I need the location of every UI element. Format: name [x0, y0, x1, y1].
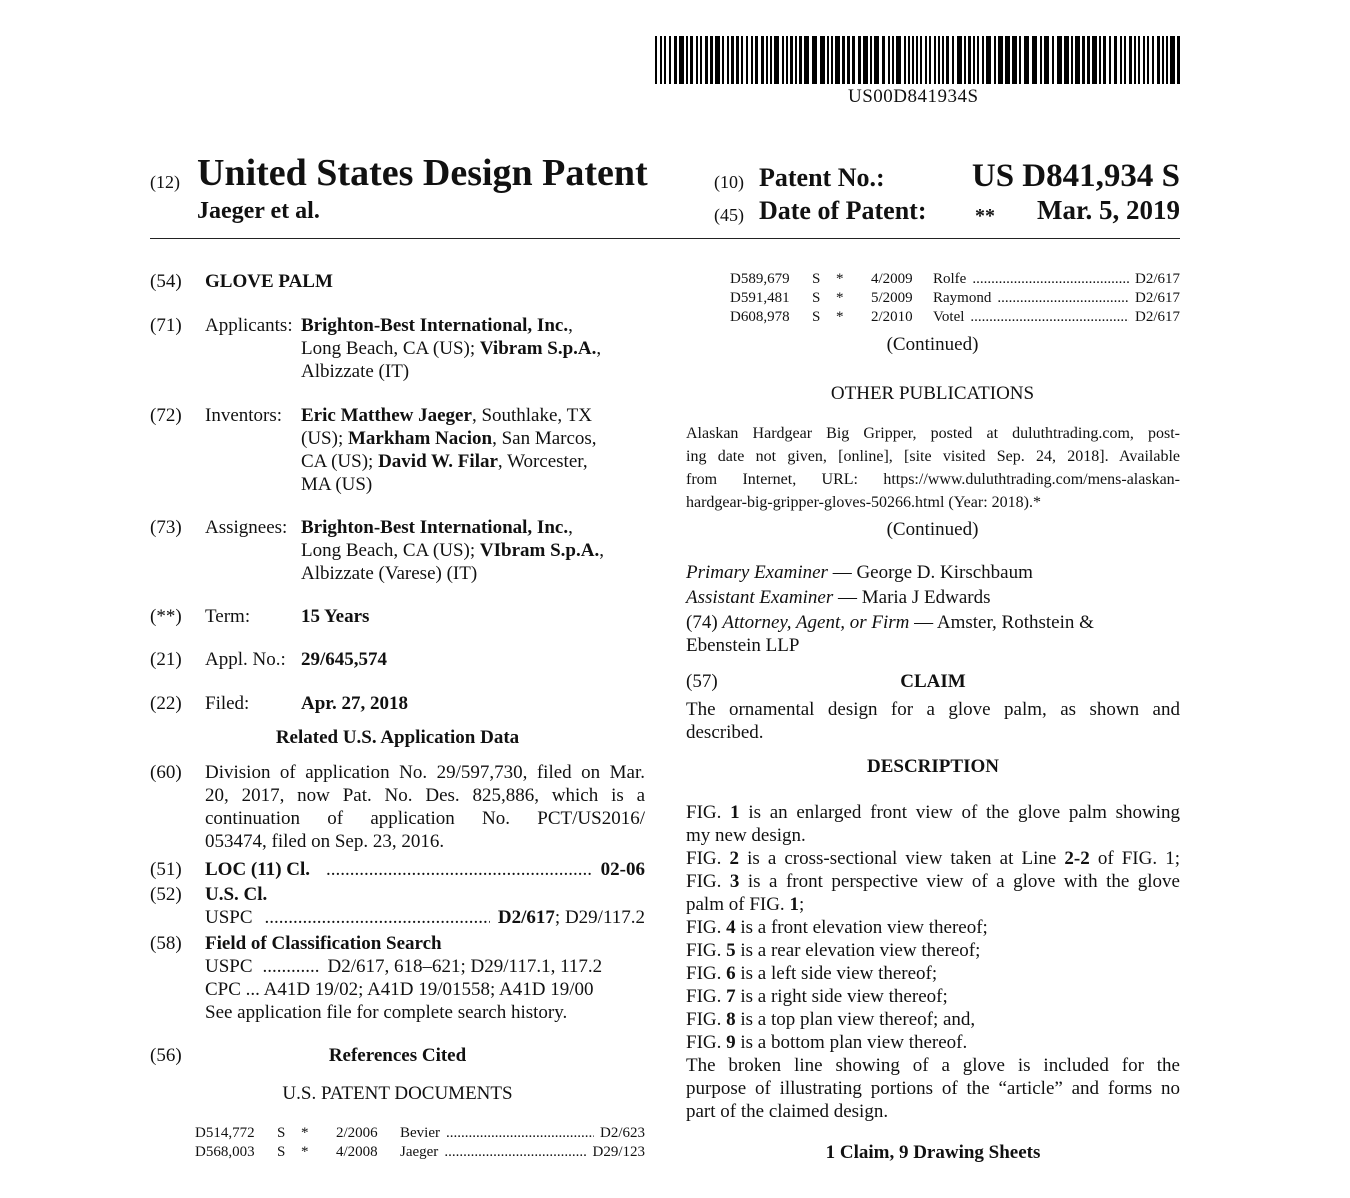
reference-kind: S: [812, 290, 821, 306]
reference-date: 4/2008: [336, 1144, 378, 1160]
barcode-bar: [831, 36, 833, 84]
description-line: FIG. 5 is a rear elevation view thereof;: [686, 940, 981, 961]
reference-number: D568,003: [195, 1144, 255, 1160]
classification-search: [205, 932, 645, 1024]
barcode-bar: [761, 36, 764, 84]
patent-no-label: Patent No.:: [759, 163, 885, 192]
barcode-bar: [1099, 36, 1101, 84]
barcode-bar: [977, 36, 979, 84]
uspc-search-label: USPC: [205, 956, 253, 977]
barcode-bar: [1087, 36, 1090, 84]
code-54: (54): [150, 271, 182, 292]
inventor-3-country: MA (US): [301, 474, 373, 495]
filed-label: Filed:: [205, 693, 250, 714]
inventor-3-city: , Worcester,: [497, 451, 588, 472]
code-57: (57): [686, 671, 718, 692]
barcode-bar: [715, 36, 720, 84]
barcode-bar: [655, 36, 657, 84]
loc-class-value: 02-06: [600, 859, 645, 880]
uspc-label: USPC: [205, 907, 253, 928]
barcode-bar: [820, 36, 825, 84]
classification-search-label: Field of Classification Search: [205, 933, 442, 954]
inventor-1-country: (US);: [301, 428, 348, 449]
barcode-bar: [782, 36, 784, 84]
assistant-examiner-label: Assistant Examiner: [686, 587, 834, 608]
applicant-2: Vibram S.p.A.: [479, 338, 597, 359]
barcode-bar: [1138, 36, 1140, 84]
barcode-bar: [1170, 36, 1175, 84]
us-patent-docs-heading: U.S. PATENT DOCUMENTS: [282, 1083, 513, 1104]
uspc-leader: [265, 906, 490, 929]
code-73: (73): [150, 517, 182, 538]
applicant-1-city: Long Beach, CA (US);: [301, 338, 480, 359]
us-cl-label: U.S. Cl.: [205, 884, 268, 905]
barcode-bar: [1071, 36, 1073, 84]
barcode-bar: [731, 36, 734, 84]
reference-kind: S: [812, 309, 821, 325]
description-line: FIG. 4 is a front elevation view thereof;: [686, 917, 988, 938]
barcode-bar: [842, 36, 845, 84]
reference-star: *: [836, 271, 844, 287]
barcode-bar: [929, 36, 931, 84]
patent-number: US D841,934 S: [971, 158, 1180, 194]
attorney-value-cont: Ebenstein LLP: [686, 635, 800, 656]
publication-line: ing date not given, [online], [site visited Sep. 24, 2018]. Available: [686, 448, 1180, 465]
claim-line: described.: [686, 722, 764, 743]
barcode-bar: [766, 36, 768, 84]
reference-leader: [444, 1143, 586, 1162]
barcode-bar: [1075, 36, 1080, 84]
barcode-bar: [727, 36, 729, 84]
primary-examiner-label: Primary Examiner: [686, 562, 828, 583]
division-line-4: 053474, filed on Sep. 23, 2016.: [205, 831, 445, 852]
barcode-bar: [1129, 36, 1132, 84]
inventor-line: Jaeger et al.: [197, 198, 320, 224]
reference-star: *: [836, 290, 844, 306]
continued-references: (Continued): [886, 334, 979, 355]
barcode-bar: [1143, 36, 1145, 84]
document-type: United States Design Patent: [197, 152, 648, 194]
applicant-2-city: Albizzate (IT): [301, 361, 410, 382]
claims-sheets-count: 1 Claim, 9 Drawing Sheets: [825, 1142, 1041, 1163]
code-60: (60): [150, 762, 182, 783]
inventor-3: David W. Filar: [378, 451, 498, 472]
reference-star: *: [301, 1144, 309, 1160]
uspc-search-value: D2/617, 618–621; D29/117.1, 117.2: [327, 956, 603, 977]
code-22: (22): [150, 693, 182, 714]
description-text: [686, 801, 1180, 1123]
publication-line: Alaskan Hardgear Big Gripper, posted at duluthtrading.com, post-: [686, 425, 1180, 442]
loc-class-label: LOC (11) Cl.: [205, 859, 311, 880]
barcode-bar: [888, 36, 890, 84]
barcode-bar: [1120, 36, 1122, 84]
code-term: (**): [150, 606, 182, 627]
inventor-2-country: CA (US);: [301, 451, 379, 472]
header-rule: [150, 238, 1180, 239]
uspc-main: D2/617: [497, 907, 555, 928]
division-text: [205, 761, 645, 853]
description-line: The broken line showing of a glove is included for the: [686, 1055, 1180, 1076]
barcode-bar: [1147, 36, 1149, 84]
barcode-bar: [968, 36, 971, 84]
reference-kind: S: [812, 271, 821, 287]
barcode-bar: [696, 36, 698, 84]
division-line-2: 20, 2017, now Pat. No. Des. 825,886, which is a: [205, 785, 645, 806]
description-line: FIG. 2 is a cross-sectional view taken at Line 2-2 of FIG. 1;: [686, 848, 1180, 869]
publication-line: hardgear-big-gripper-gloves-50266.html (Year: 2018).*: [686, 494, 1041, 511]
other-publications-heading: OTHER PUBLICATIONS: [830, 383, 1035, 404]
barcode-bar: [870, 36, 872, 84]
barcode-bar: [770, 36, 772, 84]
barcode-bar: [892, 36, 894, 84]
assignee-1-city: Long Beach, CA (US);: [301, 540, 480, 561]
reference-date: 2/2010: [871, 309, 913, 325]
claim-heading: CLAIM: [900, 671, 966, 692]
barcode-bar: [1044, 36, 1049, 84]
reference-class: D2/617: [1135, 309, 1180, 325]
barcode-bar: [964, 36, 966, 84]
reference-star: *: [301, 1125, 309, 1141]
reference-kind: S: [277, 1144, 286, 1160]
description-line: palm of FIG. 1;: [686, 894, 805, 915]
assistant-examiner-value: — Maria J Edwards: [833, 587, 991, 608]
barcode-bar: [835, 36, 840, 84]
barcode-bar: [790, 36, 793, 84]
barcode-bar: [795, 36, 797, 84]
barcode-bar: [1134, 36, 1136, 84]
reference-class: D2/623: [600, 1125, 645, 1141]
barcode-bar: [679, 36, 684, 84]
uspc-rest: ; D29/117.2: [554, 907, 645, 928]
barcode-bar: [1057, 36, 1062, 84]
description-line: part of the claimed design.: [686, 1101, 889, 1122]
barcode-bar: [741, 36, 743, 84]
barcode-bar: [920, 36, 922, 84]
code-45: (45): [714, 205, 744, 225]
barcode-bar: [686, 36, 688, 84]
barcode-bar: [774, 36, 779, 84]
loc-class-leader: [326, 858, 591, 881]
code-74: (74): [686, 612, 723, 633]
barcode-bar: [863, 36, 868, 84]
right-references: [730, 270, 1180, 327]
inventor-2-city: , San Marcos,: [492, 428, 597, 449]
inventor-2: Markham Nacion: [347, 428, 493, 449]
publication-line: from Internet, URL: https://www.duluthtrading.com/mens-alaskan-: [686, 471, 1180, 488]
barcode-bar: [912, 36, 914, 84]
code-72: (72): [150, 405, 182, 426]
barcode-bar: [710, 36, 713, 84]
barcode-bar: [998, 36, 1003, 84]
barcode-bar: [1052, 36, 1054, 84]
reference-name: Jaeger: [400, 1144, 439, 1160]
applicant-1-punct: ,: [568, 315, 573, 336]
barcode-bar: [705, 36, 708, 84]
description-line: FIG. 3 is a front perspective view of a glove with the glove: [686, 871, 1180, 892]
assignees-value: [301, 516, 651, 585]
reference-number: D514,772: [195, 1125, 255, 1141]
reference-name: Rolfe: [933, 271, 967, 287]
barcode-bar: [904, 36, 906, 84]
barcode-bar: [799, 36, 802, 84]
barcode-bar: [1109, 36, 1111, 84]
applicants-value: [301, 314, 651, 383]
term-value: 15 Years: [301, 606, 370, 627]
reference-class: D2/617: [1135, 271, 1180, 287]
barcode-bar: [1152, 36, 1154, 84]
barcode-bar: [1064, 36, 1069, 84]
assignee-1-punct: ,: [568, 517, 573, 538]
inventors-label: Inventors:: [205, 405, 283, 426]
barcode-bar: [1012, 36, 1017, 84]
barcode-bar: [1019, 36, 1021, 84]
barcode-bar: [938, 36, 940, 84]
reference-row: [730, 308, 1180, 327]
reference-row: [730, 270, 1180, 289]
barcode-bar: [934, 36, 936, 84]
attorney-label: Attorney, Agent, or Firm: [722, 612, 910, 633]
barcode-bar: [1040, 36, 1042, 84]
barcode-bar: [847, 36, 850, 84]
barcode: [655, 36, 1183, 84]
code-10: (10): [714, 172, 744, 192]
uspc-row: [205, 906, 645, 929]
assignee-2-city: Albizzate (Varese) (IT): [301, 563, 478, 584]
barcode-bar: [755, 36, 758, 84]
date-stars: **: [975, 205, 995, 227]
applicant-2-punct: ,: [596, 338, 602, 359]
barcode-bar: [908, 36, 910, 84]
barcode-bar: [1124, 36, 1126, 84]
reference-row: [195, 1143, 645, 1162]
code-58: (58): [150, 933, 182, 954]
reference-name: Bevier: [400, 1125, 440, 1141]
reference-name: Votel: [933, 309, 965, 325]
barcode-bar: [1005, 36, 1010, 84]
applicant-1: Brighton-Best International, Inc.: [301, 315, 569, 336]
barcode-bar: [1032, 36, 1037, 84]
related-data-heading: Related U.S. Application Data: [275, 727, 520, 748]
barcode-bar: [1092, 36, 1097, 84]
description-line: my new design.: [686, 825, 806, 846]
reference-number: D591,481: [730, 290, 790, 306]
left-references: [195, 1124, 645, 1162]
reference-date: 5/2009: [871, 290, 913, 306]
assignees-label: Assignees:: [205, 517, 288, 538]
reference-leader: [997, 289, 1129, 308]
code-52: (52): [150, 884, 182, 905]
barcode-bar: [1166, 36, 1168, 84]
reference-leader: [970, 308, 1129, 327]
reference-row: [730, 289, 1180, 308]
barcode-bar: [1103, 36, 1106, 84]
barcode-number: US00D841934S: [848, 86, 979, 107]
barcode-bar: [852, 36, 855, 84]
appl-no-label: Appl. No.:: [205, 649, 286, 670]
primary-examiner-value: — George D. Kirschbaum: [827, 562, 1033, 583]
continued-publications: (Continued): [886, 519, 979, 540]
term-label: Term:: [205, 606, 251, 627]
description-line: purpose of illustrating portions of the “article” and forms no: [686, 1078, 1180, 1099]
barcode-bar: [994, 36, 996, 84]
barcode-bar: [669, 36, 671, 84]
loc-class-row: [205, 858, 645, 881]
barcode-bar: [916, 36, 918, 84]
primary-examiner: [686, 561, 1033, 584]
code-56: (56): [150, 1045, 182, 1066]
filed-value: Apr. 27, 2018: [301, 693, 408, 714]
design-title: GLOVE PALM: [205, 271, 333, 292]
division-line-3: continuation of application No. PCT/US2016/: [205, 808, 645, 829]
barcode-bar: [722, 36, 724, 84]
other-publication: [686, 422, 1180, 514]
barcode-bar: [942, 36, 944, 84]
date-label: Date of Patent:: [759, 196, 927, 225]
claim-line: The ornamental design for a glove palm, as shown and: [686, 699, 1180, 720]
barcode-bar: [1114, 36, 1117, 84]
barcode-bar: [874, 36, 879, 84]
code-51: (51): [150, 859, 182, 880]
inventors-value: [301, 404, 651, 496]
barcode-bar: [973, 36, 975, 84]
barcode-bar: [700, 36, 702, 84]
barcode-bar: [952, 36, 954, 84]
description-line: FIG. 9 is a bottom plan view thereof.: [686, 1032, 968, 1053]
reference-leader: [446, 1124, 594, 1143]
search-history-note: See application file for complete search history.: [205, 1002, 568, 1023]
attorney: [686, 611, 1180, 657]
claim-text: [686, 698, 1180, 744]
barcode-bar: [957, 36, 962, 84]
assistant-examiner: [686, 586, 991, 609]
reference-name: Raymond: [933, 290, 992, 306]
barcode-bar: [736, 36, 739, 84]
cpc-search: CPC ... A41D 19/02; A41D 19/01558; A41D 19/00: [205, 979, 594, 1000]
barcode-bar: [786, 36, 788, 84]
inventor-1-city: , Southlake, TX: [471, 405, 592, 426]
division-line-1: Division of application No. 29/597,730, filed on Mar.: [205, 762, 645, 783]
description-line: FIG. 8 is a top plan view thereof; and,: [686, 1009, 976, 1030]
barcode-bar: [1024, 36, 1029, 84]
barcode-bar: [1162, 36, 1164, 84]
reference-leader: [972, 270, 1129, 289]
barcode-bar: [690, 36, 693, 84]
barcode-bar: [664, 36, 666, 84]
description-line: FIG. 1 is an enlarged front view of the glove palm showing: [686, 802, 1180, 823]
reference-number: D589,679: [730, 271, 790, 287]
uspc-search-leader: ............: [262, 956, 320, 977]
barcode-bar: [882, 36, 885, 84]
barcode-bar: [1177, 36, 1180, 84]
barcode-bar: [804, 36, 809, 84]
reference-number: D608,978: [730, 309, 790, 325]
code-21: (21): [150, 649, 182, 670]
reference-row: [195, 1124, 645, 1143]
code-71: (71): [150, 315, 182, 336]
barcode-bar: [1157, 36, 1160, 84]
barcode-bar: [1082, 36, 1085, 84]
barcode-bar: [858, 36, 861, 84]
reference-date: 2/2006: [336, 1125, 378, 1141]
reference-star: *: [836, 309, 844, 325]
attorney-value: — Amster, Rothstein &: [909, 612, 1094, 633]
reference-date: 4/2009: [871, 271, 913, 287]
barcode-bar: [925, 36, 927, 84]
barcode-bar: [746, 36, 748, 84]
barcode-bar: [751, 36, 753, 84]
description-heading: DESCRIPTION: [867, 756, 999, 777]
reference-class: D29/123: [592, 1144, 645, 1160]
appl-no-value: 29/645,574: [301, 649, 388, 670]
assignee-2-punct: ,: [599, 540, 604, 561]
barcode-bar: [812, 36, 817, 84]
barcode-bar: [674, 36, 677, 84]
references-cited-heading: References Cited: [328, 1045, 467, 1066]
barcode-bar: [660, 36, 662, 84]
description-line: FIG. 6 is a left side view thereof;: [686, 963, 938, 984]
assignee-2: VIbram S.p.A.: [479, 540, 600, 561]
barcode-bar: [827, 36, 829, 84]
code-12: (12): [150, 172, 180, 192]
assignee-1: Brighton-Best International, Inc.: [301, 517, 569, 538]
description-line: FIG. 7 is a right side view thereof;: [686, 986, 948, 1007]
inventor-1: Eric Matthew Jaeger: [301, 405, 472, 426]
barcode-bar: [986, 36, 991, 84]
barcode-bar: [896, 36, 901, 84]
reference-kind: S: [277, 1125, 286, 1141]
patent-date: Mar. 5, 2019: [1037, 195, 1180, 225]
reference-class: D2/617: [1135, 290, 1180, 306]
applicants-label: Applicants:: [205, 315, 293, 336]
barcode-bar: [946, 36, 949, 84]
barcode-bar: [982, 36, 984, 84]
